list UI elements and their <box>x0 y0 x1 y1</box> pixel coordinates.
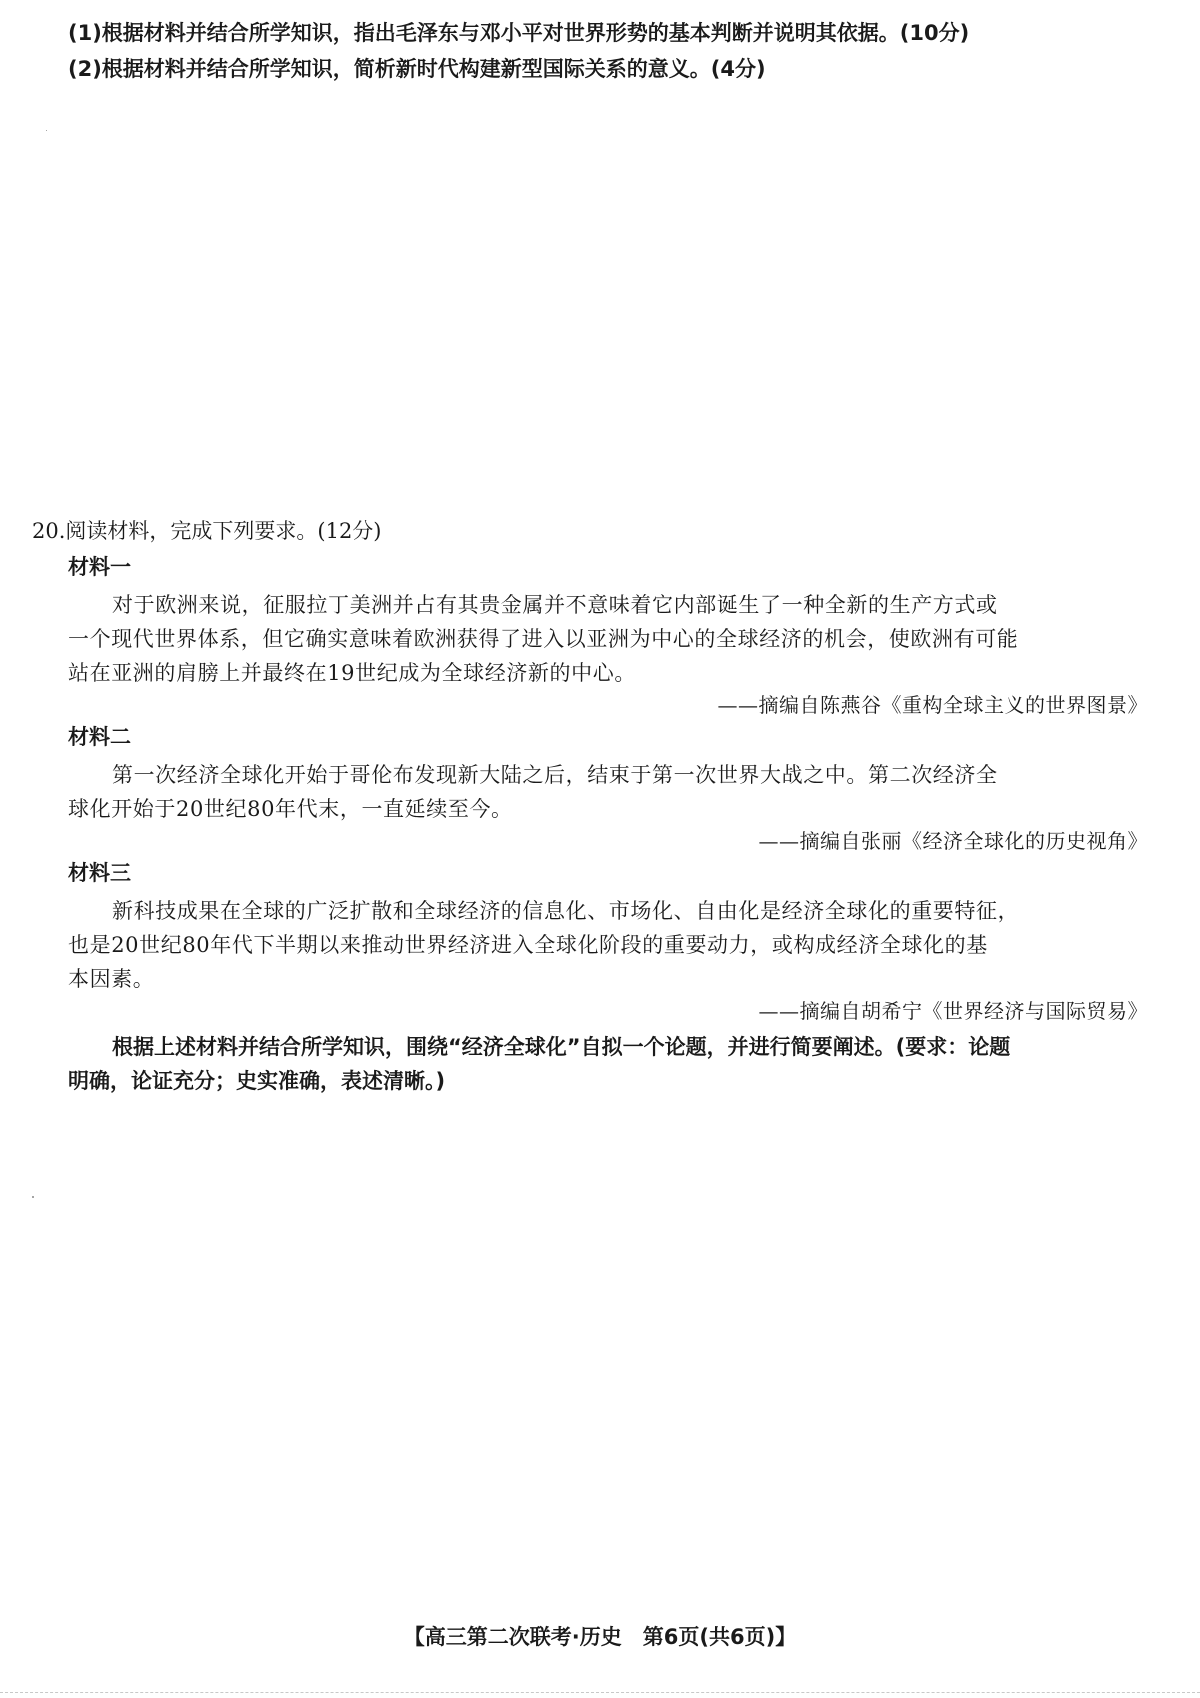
material-3-source: ——摘编自胡希宁《世界经济与国际贸易》 <box>758 999 1148 1023</box>
material-3-line-2: 也是20世纪80年代下半期以来推动世界经济进入全球化阶段的重要动力，或构成经济全球化的基 <box>68 933 988 957</box>
sub-question-2: (2)根据材料并结合所学知识，简析新时代构建新型国际关系的意义。(4分) <box>68 57 766 81</box>
scan-speck <box>46 130 47 131</box>
material-1-line-3: 站在亚洲的肩膀上并最终在19世纪成为全球经济新的中心。 <box>68 661 636 685</box>
material-2-line-2: 球化开始于20世纪80年代末，一直延续至今。 <box>68 797 513 821</box>
material-3-label: 材料三 <box>68 861 131 885</box>
material-2-line-1: 第一次经济全球化开始于哥伦布发现新大陆之后，结束于第一次世界大战之中。第二次经济全 <box>112 763 998 787</box>
sub-question-1: (1)根据材料并结合所学知识，指出毛泽东与邓小平对世界形势的基本判断并说明其依据。(10分) <box>68 21 970 45</box>
task-line-1: 根据上述材料并结合所学知识，围绕“经济全球化”自拟一个论题，并进行简要阐述。(要求：论题 <box>112 1035 1011 1059</box>
material-3-line-1: 新科技成果在全球的广泛扩散和全球经济的信息化、市场化、自由化是经济全球化的重要特征， <box>112 899 1020 923</box>
material-2-source: ——摘编自张丽《经济全球化的历史视角》 <box>758 829 1148 853</box>
material-3-line-3: 本因素。 <box>68 967 155 991</box>
page-footer: 【高三第二次联考·历史 第6页(共6页)】 <box>403 1625 797 1649</box>
task-line-2: 明确，论证充分；史实准确，表述清晰。) <box>68 1069 446 1093</box>
material-1-source: ——摘编自陈燕谷《重构全球主义的世界图景》 <box>717 693 1148 717</box>
material-1-label: 材料一 <box>68 555 131 579</box>
scan-speck <box>32 1196 34 1198</box>
material-1-line-2: 一个现代世界体系，但它确实意味着欧洲获得了进入以亚洲为中心的全球经济的机会，使欧洲有可能 <box>68 627 1019 651</box>
material-2-label: 材料二 <box>68 725 131 749</box>
material-1-line-1: 对于欧洲来说，征服拉丁美洲并占有其贵金属并不意味着它内部诞生了一种全新的生产方式或 <box>112 593 998 617</box>
page-bottom-edge <box>0 1692 1200 1693</box>
question-20-title: 20.阅读材料，完成下列要求。(12分) <box>32 519 382 543</box>
